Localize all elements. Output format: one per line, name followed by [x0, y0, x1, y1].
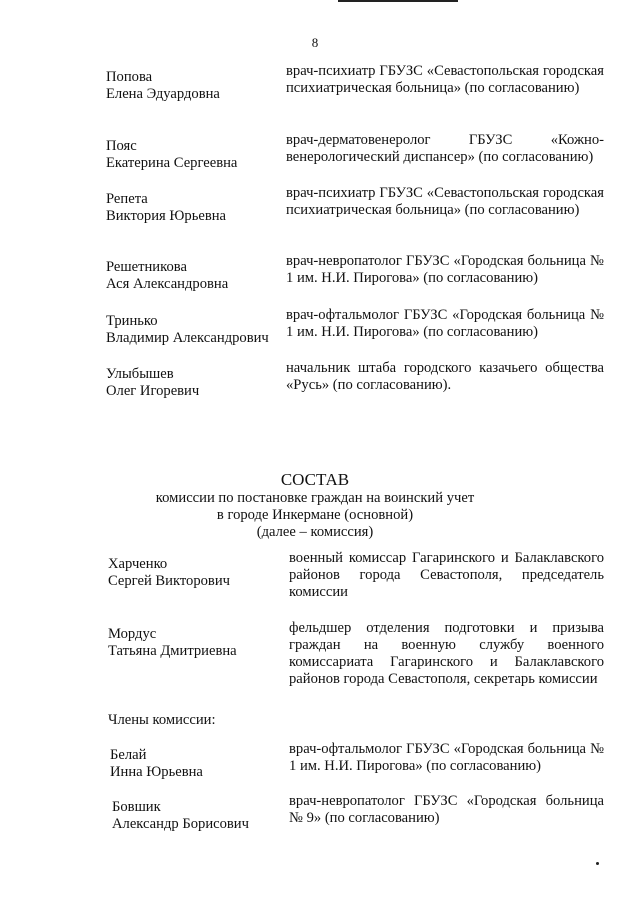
person-name — [106, 69, 281, 103]
surname: Тринько — [106, 313, 158, 329]
given-names: Александр Борисович — [112, 816, 249, 832]
section-title: СОСТАВ — [280, 470, 350, 489]
section-subtitle-2: в городе Инкермане (основной) — [216, 507, 414, 523]
surname: Пояс — [106, 138, 137, 154]
surname: Решетникова — [106, 259, 187, 275]
surname: Попова — [106, 69, 153, 85]
members-label: Члены комиссии: — [108, 712, 216, 728]
person-name — [110, 747, 285, 781]
person-name — [106, 313, 281, 347]
person-name — [106, 259, 281, 293]
section-subtitle-1: комиссии по постановке граждан на воинский учет — [155, 490, 475, 506]
given-names: Татьяна Дмитриевна — [108, 643, 237, 659]
person-role: начальник штаба городского казачьего общества «Русь» (по согласованию). — [286, 360, 604, 393]
given-names: Екатерина Сергеевна — [106, 155, 238, 171]
surname: Улыбышев — [106, 366, 174, 382]
person-role: врач-психиатр ГБУЗС «Севастопольская городская психиатрическая больница» (по согласованию) — [286, 185, 604, 218]
given-names: Ася Александровна — [106, 276, 229, 292]
person-name — [106, 191, 281, 225]
person-role: врач-офтальмолог ГБУЗС «Городская больница № 1 им. Н.И. Пирогова» (по согласованию) — [286, 307, 604, 340]
section-subtitle-3: (далее – комиссия) — [256, 524, 374, 540]
surname: Репета — [106, 191, 148, 207]
surname: Мордус — [108, 626, 157, 642]
person-name — [108, 556, 283, 590]
person-role: врач-психиатр ГБУЗС «Севастопольская городская психиатрическая больница» (по согласованию) — [286, 63, 604, 96]
surname: Харченко — [108, 556, 168, 572]
person-role: военный комиссар Гагаринского и Балаклавского районов города Севастополя, председатель комиссии — [289, 550, 604, 600]
surname: Бовшик — [112, 799, 161, 815]
person-role: фельдшер отделения подготовки и призыва граждан на военную службу военного комиссариата Гагаринского и Балаклавского районов города Севастополя, секретарь комиссии — [289, 620, 604, 687]
scan-dot-mark — [596, 862, 599, 865]
scan-edge-mark — [338, 0, 458, 2]
given-names: Елена Эдуардовна — [106, 86, 220, 102]
person-role: врач-невропатолог ГБУЗС «Городская больница № 9» (по согласованию) — [289, 793, 604, 826]
given-names: Виктория Юрьевна — [106, 208, 226, 224]
person-role: врач-офтальмолог ГБУЗС «Городская больница № 1 им. Н.И. Пирогова» (по согласованию) — [289, 741, 604, 774]
given-names: Сергей Викторович — [108, 573, 230, 589]
person-role: врач-дерматовенеролог ГБУЗС «Кожно-венерологический диспансер» (по согласованию) — [286, 132, 604, 165]
given-names: Владимир Александрович — [106, 330, 269, 346]
person-name — [106, 138, 281, 172]
person-name — [108, 626, 283, 660]
person-name — [106, 366, 281, 400]
given-names: Инна Юрьевна — [110, 764, 203, 780]
person-name — [112, 799, 287, 833]
page-number: 8 — [311, 35, 319, 50]
given-names: Олег Игоревич — [106, 383, 200, 399]
section-heading — [0, 470, 630, 541]
surname: Белай — [110, 747, 147, 763]
person-role: врач-невропатолог ГБУЗС «Городская больница № 1 им. Н.И. Пирогова» (по согласованию) — [286, 253, 604, 286]
